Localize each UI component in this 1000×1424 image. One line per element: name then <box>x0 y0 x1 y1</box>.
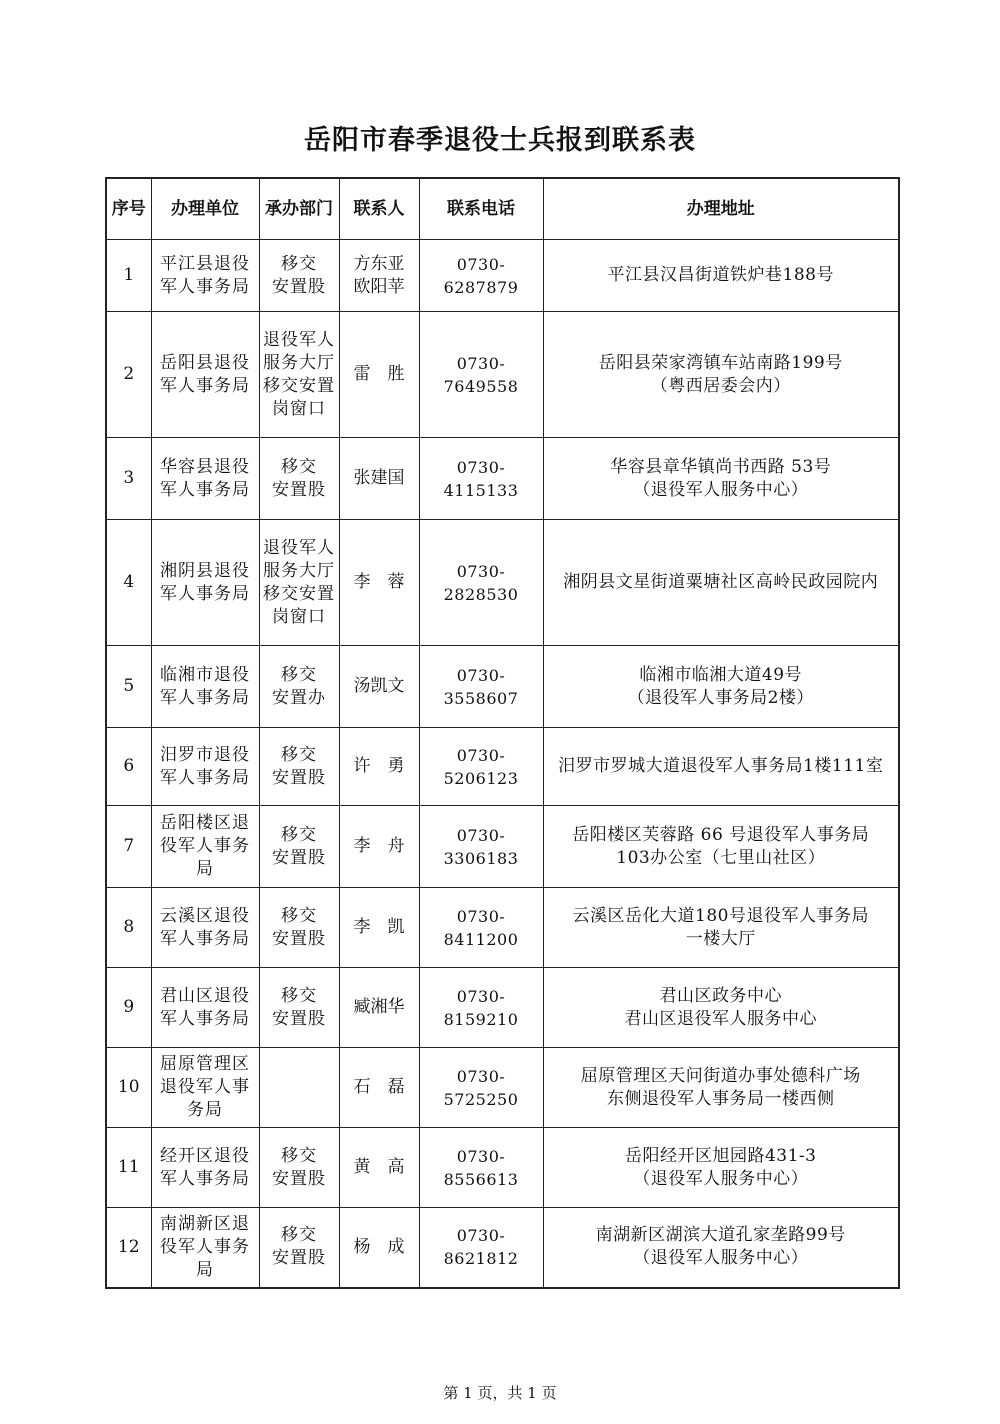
row-unit: 湘阴县退役 军人事务局 <box>151 520 259 646</box>
row-unit: 岳阳县退役 军人事务局 <box>151 312 259 438</box>
row-dept: 移交 安置股 <box>259 806 339 888</box>
row-dept: 移交 安置股 <box>259 1208 339 1288</box>
row-dept <box>259 1048 339 1128</box>
row-contact: 张建国 <box>339 438 419 520</box>
row-contact: 李 蓉 <box>339 520 419 646</box>
row-contact: 汤凯文 <box>339 646 419 728</box>
row-dept: 移交 安置办 <box>259 646 339 728</box>
row-phone: 0730-8621812 <box>419 1208 543 1288</box>
table-row <box>106 728 899 806</box>
row-phone: 0730-4115133 <box>419 438 543 520</box>
row-no: 3 <box>106 438 151 520</box>
row-phone: 0730-6287879 <box>419 240 543 312</box>
row-address: 汨罗市罗城大道退役军人事务局1楼111室 <box>543 728 899 806</box>
header-phone: 联系电话 <box>419 178 543 240</box>
row-contact: 石 磊 <box>339 1048 419 1128</box>
row-unit: 华容县退役 军人事务局 <box>151 438 259 520</box>
row-contact: 方东亚 欧阳苹 <box>339 240 419 312</box>
row-address: 岳阳县荣家湾镇车站南路199号 （粤西居委会内） <box>543 312 899 438</box>
row-dept: 移交 安置股 <box>259 1128 339 1208</box>
header-no: 序号 <box>106 178 151 240</box>
header-address: 办理地址 <box>543 178 899 240</box>
row-phone: 0730-3558607 <box>419 646 543 728</box>
row-no: 10 <box>106 1048 151 1128</box>
row-address: 岳阳经开区旭园路431-3 （退役军人服务中心） <box>543 1128 899 1208</box>
row-address: 云溪区岳化大道180号退役军人事务局 一楼大厅 <box>543 888 899 968</box>
row-phone: 0730-7649558 <box>419 312 543 438</box>
row-phone: 0730-2828530 <box>419 520 543 646</box>
row-unit: 汨罗市退役 军人事务局 <box>151 728 259 806</box>
row-unit: 南湖新区退 役军人事务 局 <box>151 1208 259 1288</box>
row-no: 5 <box>106 646 151 728</box>
row-address: 华容县章华镇尚书西路 53号 （退役军人服务中心） <box>543 438 899 520</box>
row-contact: 许 勇 <box>339 728 419 806</box>
row-unit: 平江县退役 军人事务局 <box>151 240 259 312</box>
row-no: 9 <box>106 968 151 1048</box>
row-phone: 0730-8556613 <box>419 1128 543 1208</box>
row-no: 1 <box>106 240 151 312</box>
row-unit: 经开区退役 军人事务局 <box>151 1128 259 1208</box>
row-address: 平江县汉昌街道铁炉巷188号 <box>543 240 899 312</box>
row-unit: 君山区退役 军人事务局 <box>151 968 259 1048</box>
row-address: 南湖新区湖滨大道孔家垄路99号 （退役军人服务中心） <box>543 1208 899 1288</box>
row-dept: 退役军人 服务大厅 移交安置 岗窗口 <box>259 312 339 438</box>
table-row <box>106 1128 899 1208</box>
row-phone: 0730-8411200 <box>419 888 543 968</box>
table-row <box>106 1208 899 1288</box>
table-row <box>106 240 899 312</box>
row-contact: 李 凯 <box>339 888 419 968</box>
row-phone: 0730-8159210 <box>419 968 543 1048</box>
table-row <box>106 806 899 888</box>
row-address: 屈原管理区天问街道办事处德科广场 东侧退役军人事务局一楼西侧 <box>543 1048 899 1128</box>
row-address: 临湘市临湘大道49号 （退役军人事务局2楼） <box>543 646 899 728</box>
page-footer: 第 1 页，共 1 页 <box>443 1384 557 1402</box>
row-contact: 黄 高 <box>339 1128 419 1208</box>
row-no: 11 <box>106 1128 151 1208</box>
row-dept: 移交 安置股 <box>259 240 339 312</box>
row-address: 湘阴县文星街道粟塘社区高岭民政园院内 <box>543 520 899 646</box>
table-row <box>106 438 899 520</box>
row-contact: 雷 胜 <box>339 312 419 438</box>
row-phone: 0730-5206123 <box>419 728 543 806</box>
row-phone: 0730-5725250 <box>419 1048 543 1128</box>
row-dept: 移交 安置股 <box>259 438 339 520</box>
row-contact: 臧湘华 <box>339 968 419 1048</box>
table-row <box>106 646 899 728</box>
table-row <box>106 312 899 438</box>
header-unit: 办理单位 <box>151 178 259 240</box>
table-row <box>106 888 899 968</box>
row-contact: 李 舟 <box>339 806 419 888</box>
row-unit: 云溪区退役 军人事务局 <box>151 888 259 968</box>
row-unit: 临湘市退役 军人事务局 <box>151 646 259 728</box>
row-no: 2 <box>106 312 151 438</box>
row-no: 4 <box>106 520 151 646</box>
page-title: 岳阳市春季退役士兵报到联系表 <box>304 125 696 156</box>
row-no: 6 <box>106 728 151 806</box>
header-dept: 承办部门 <box>259 178 339 240</box>
row-unit: 屈原管理区 退役军人事 务局 <box>151 1048 259 1128</box>
row-no: 7 <box>106 806 151 888</box>
row-address: 岳阳楼区芙蓉路 66 号退役军人事务局 103办公室（七里山社区） <box>543 806 899 888</box>
table-row <box>106 520 899 646</box>
row-unit: 岳阳楼区退 役军人事务 局 <box>151 806 259 888</box>
contact-table <box>105 177 900 1289</box>
header-contact: 联系人 <box>339 178 419 240</box>
row-contact: 杨 成 <box>339 1208 419 1288</box>
row-phone: 0730-3306183 <box>419 806 543 888</box>
table-row <box>106 1048 899 1128</box>
table-header-row <box>106 178 899 240</box>
row-dept: 退役军人 服务大厅 移交安置 岗窗口 <box>259 520 339 646</box>
table-row <box>106 968 899 1048</box>
row-dept: 移交 安置股 <box>259 968 339 1048</box>
row-dept: 移交 安置股 <box>259 888 339 968</box>
row-address: 君山区政务中心 君山区退役军人服务中心 <box>543 968 899 1048</box>
row-no: 12 <box>106 1208 151 1288</box>
row-dept: 移交 安置股 <box>259 728 339 806</box>
row-no: 8 <box>106 888 151 968</box>
